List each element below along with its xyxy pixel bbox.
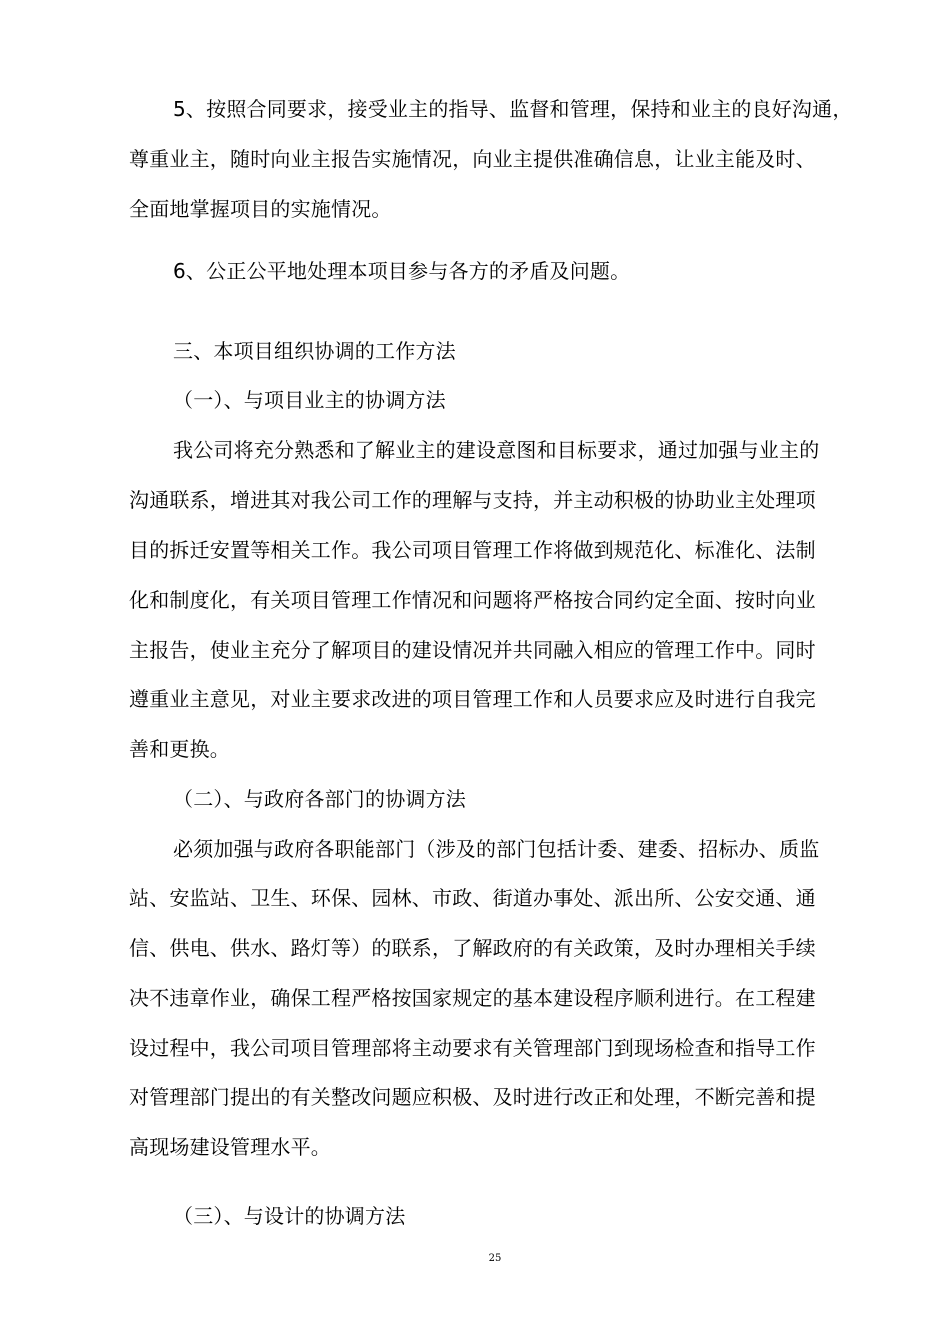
paragraph-5-line-1: 5、按照合同要求，接受业主的指导、监督和管理，保持和业主的良好沟通， xyxy=(173,97,853,121)
government-paragraph-line-2: 站、安监站、卫生、环保、园林、市政、街道办事处、派出所、公安交通、通 xyxy=(129,886,816,910)
section-heading-3: 三、本项目组织协调的工作方法 xyxy=(173,339,456,363)
subheading-3: （三）、与设计的协调方法 xyxy=(173,1204,406,1228)
owner-paragraph-line-3: 目的拆迁安置等相关工作。我公司项目管理工作将做到规范化、标准化、法制 xyxy=(129,538,816,562)
paragraph-5-line-2: 尊重业主，随时向业主报告实施情况，向业主提供准确信息，让业主能及时、 xyxy=(129,147,816,171)
paragraph-6: 6、公正公平地处理本项目参与各方的矛盾及问题。 xyxy=(173,259,631,283)
owner-paragraph-line-4: 化和制度化，有关项目管理工作情况和问题将严格按合同约定全面、按时向业 xyxy=(129,588,816,612)
paragraph-5-line-3: 全面地掌握项目的实施情况。 xyxy=(129,197,392,221)
government-paragraph-line-4: 决不违章作业，确保工程严格按国家规定的基本建设程序顺利进行。在工程建 xyxy=(129,986,816,1010)
owner-paragraph-line-5: 主报告，使业主充分了解项目的建设情况并共同融入相应的管理工作中。同时 xyxy=(129,638,816,662)
government-paragraph-line-1: 必须加强与政府各职能部门（涉及的部门包括计委、建委、招标办、质监 xyxy=(173,837,820,861)
page-number: 25 xyxy=(488,1253,502,1264)
subheading-2: （二）、与政府各部门的协调方法 xyxy=(173,787,466,811)
owner-paragraph-line-7: 善和更换。 xyxy=(129,737,230,761)
government-paragraph-line-3: 信、供电、供水、路灯等）的联系，了解政府的有关政策，及时办理相关手续 xyxy=(129,936,816,960)
government-paragraph-line-6: 对管理部门提出的有关整改问题应积极、及时进行改正和处理，不断完善和提 xyxy=(129,1085,816,1109)
government-paragraph-line-7: 高现场建设管理水平。 xyxy=(129,1135,331,1159)
owner-paragraph-line-2: 沟通联系，增进其对我公司工作的理解与支持，并主动积极的协助业主处理项 xyxy=(129,488,816,512)
government-paragraph-line-5: 设过程中，我公司项目管理部将主动要求有关管理部门到现场检查和指导工作 xyxy=(129,1036,816,1060)
owner-paragraph-line-1: 我公司将充分熟悉和了解业主的建设意图和目标要求，通过加强与业主的 xyxy=(173,438,820,462)
owner-paragraph-line-6: 遵重业主意见，对业主要求改进的项目管理工作和人员要求应及时进行自我完 xyxy=(129,687,816,711)
subheading-1: （一）、与项目业主的协调方法 xyxy=(173,388,446,412)
